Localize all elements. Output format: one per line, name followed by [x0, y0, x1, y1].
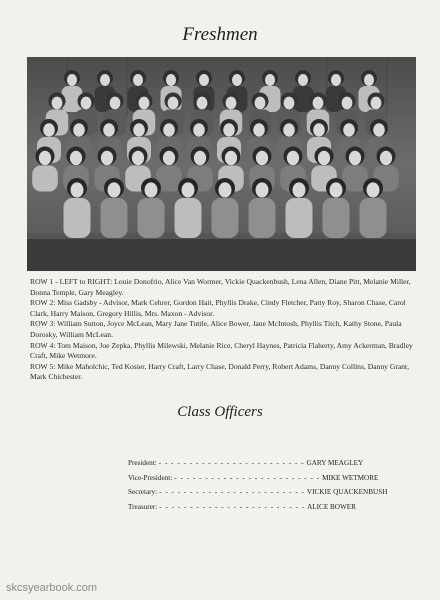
student-face	[145, 182, 158, 197]
student-figure	[360, 198, 387, 238]
student-figure	[249, 198, 276, 238]
student-face	[232, 74, 242, 86]
page-title: Freshmen	[182, 24, 258, 45]
student-face	[287, 151, 299, 165]
student-face	[313, 123, 325, 137]
student-face	[43, 123, 55, 137]
officer-president	[128, 456, 364, 471]
student-face	[133, 74, 143, 86]
officer-name: VICKIE QUACKENBUSH	[306, 488, 388, 496]
student-face	[39, 151, 51, 165]
officer-treasurer	[128, 500, 356, 515]
student-face	[70, 151, 82, 165]
student-face	[223, 123, 235, 137]
student-face	[163, 151, 175, 165]
student-face	[168, 97, 179, 110]
student-face	[283, 123, 295, 137]
class-photo-illustration	[27, 57, 416, 271]
caption-row-3: ROW 3: William Sutton, Joyce McLean, Mary Jane Tuttle, Alice Bower, Jane McIntosh, Phyllis Titch, Kathy Stone, Paula Dorosky, William McLean.	[30, 319, 402, 339]
officer-name: ALICE BOWER	[307, 502, 356, 511]
officer-name: GARY MEAGLEY	[306, 459, 364, 467]
student-face	[318, 151, 330, 165]
student-figure	[101, 198, 128, 238]
student-face	[100, 74, 110, 86]
student-figure	[138, 198, 165, 238]
student-face	[219, 182, 232, 197]
student-face	[226, 97, 237, 110]
student-face	[256, 182, 269, 197]
officer-dash-leader: - - - - - - - - - - - - - - - - - - - - - - - -	[159, 488, 305, 496]
officer-name: MIKE WETMORE	[322, 473, 379, 482]
officer-role: Vice-President:	[128, 473, 173, 482]
student-face	[380, 151, 392, 165]
student-face	[193, 123, 205, 137]
student-face	[253, 123, 265, 137]
officer-dash-leader: - - - - - - - - - - - - - - - - - - - - - - - -	[174, 473, 321, 482]
student-face	[71, 182, 84, 197]
student-face	[293, 182, 306, 197]
officer-dash-leader: - - - - - - - - - - - - - - - - - - - - - - - -	[158, 459, 305, 467]
student-face	[265, 74, 275, 86]
student-face	[284, 97, 295, 110]
student-figure	[32, 166, 58, 192]
student-face	[298, 74, 308, 86]
student-face	[132, 151, 144, 165]
site-watermark: skcsyearbook.com	[6, 582, 98, 594]
student-face	[108, 182, 121, 197]
student-face	[194, 151, 206, 165]
class-officers-title: Class Officers	[177, 404, 263, 420]
officer-role: Secretary:	[128, 488, 158, 496]
officer-dash-leader: - - - - - - - - - - - - - - - - - - - - - - - -	[159, 502, 306, 511]
photo-caption	[30, 277, 414, 383]
student-face	[67, 74, 77, 86]
officer-secretary	[128, 485, 388, 500]
student-face	[256, 151, 268, 165]
student-face	[163, 123, 175, 137]
student-face	[133, 123, 145, 137]
student-face	[313, 97, 324, 110]
student-figure	[64, 198, 91, 238]
officer-role: Treasurer:	[128, 502, 158, 511]
caption-row-5: ROW 5: Mike Maholchic, Ted Kosier, Harry Craft, Larry Chase, Donald Perry, Robert Adams, Danny Collins, Danny Grant, Mark Chichester.	[30, 361, 410, 382]
student-face	[110, 97, 121, 110]
student-face	[166, 74, 176, 86]
student-face	[103, 123, 115, 137]
officer-role: President:	[128, 459, 157, 467]
student-face	[182, 182, 195, 197]
student-face	[364, 74, 374, 86]
class-officers-list	[128, 456, 388, 514]
student-face	[342, 97, 353, 110]
student-face	[373, 123, 385, 137]
officer-vice-president	[128, 471, 379, 486]
student-face	[52, 97, 63, 110]
student-face	[225, 151, 237, 165]
student-face	[255, 97, 266, 110]
student-figure	[212, 198, 239, 238]
student-face	[371, 97, 382, 110]
student-figure	[286, 198, 313, 238]
student-face	[197, 97, 208, 110]
class-photo	[27, 57, 416, 271]
student-face	[81, 97, 92, 110]
student-face	[73, 123, 85, 137]
student-face	[343, 123, 355, 137]
student-face	[331, 74, 341, 86]
caption-row-4: ROW 4: Tom Maison, Joe Zepka, Phyllis Milewski, Melanie Rice, Cheryl Haynes, Patricia Flaherty, Amy Ackerman, Bradley Craft, Mike Wetmore.	[30, 340, 413, 361]
student-face	[139, 97, 150, 110]
student-face	[330, 182, 343, 197]
student-figure	[175, 198, 202, 238]
student-face	[199, 74, 209, 86]
student-face	[349, 151, 361, 165]
student-face	[101, 151, 113, 165]
caption-row-2: ROW 2: Miss Gadsby - Advisor, Mark Cehrer, Gordon Hait, Phyllis Drake, Cindy Fletcher, Patty Roy, Sharon Chase, Carol Clark, Harry Maison, Gregory Hillis, Mrs. Maxon - Advisor.	[30, 298, 406, 318]
student-figure	[323, 198, 350, 238]
caption-row-1: ROW 1 - LEFT to RIGHT: Louie Donofrio, Alice Van Wormer, Vickie Quackenbush, Lena Allen, Diane Pitt, Melanie Miller, Donna Temple, Gary Meagley.	[30, 277, 411, 297]
student-face	[367, 182, 380, 197]
